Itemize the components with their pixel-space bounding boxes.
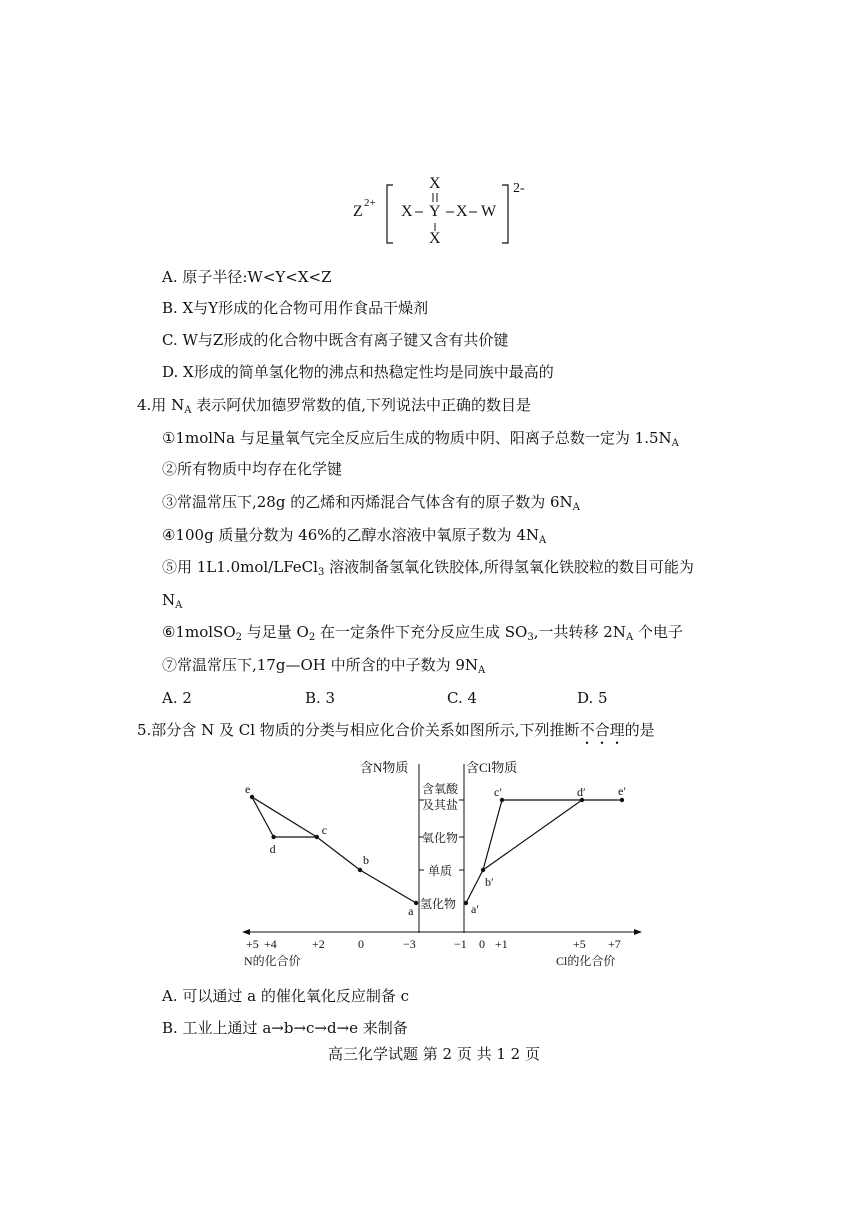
q3-option-c: C. W与Z形成的化合物中既含有离子键又含有共价键 xyxy=(162,331,509,349)
category-hydride: 氢化物 xyxy=(420,897,457,911)
cl-point-0 xyxy=(464,901,468,905)
axis-arrow-right xyxy=(634,929,642,935)
n-link-c-b xyxy=(317,837,360,870)
q4-statement-3: ③常温常压下,28g 的乙烯和丙烯混合气体含有的原子数为 $6N_A$ xyxy=(162,493,580,513)
q5-option-a: A. 可以通过 a 的催化氧化反应制备 c xyxy=(162,987,410,1005)
cl-series xyxy=(464,784,627,916)
cl-label-1: b′ xyxy=(485,875,494,889)
n-point-c xyxy=(315,835,319,839)
n-link-b-a xyxy=(360,870,416,903)
chart-right-title: 含Cl物质 xyxy=(466,760,518,775)
cl-link-1-3 xyxy=(483,800,582,870)
n-point-a xyxy=(414,901,418,905)
axis-arrow-left xyxy=(242,929,250,935)
category-acid-line1: 含氧酸 xyxy=(422,782,459,796)
cl-point-4 xyxy=(620,798,624,802)
cl-point-1 xyxy=(481,868,485,872)
cation-symbol: Z xyxy=(353,203,363,220)
cl-tick-plus7: +7 xyxy=(608,937,621,951)
n-axis-label: N的化合价 xyxy=(244,954,301,968)
q4-statement-7: ⑦常温常压下,17g—OH 中所含的中子数为 $9N_A$ xyxy=(162,656,486,676)
q4-option-c: C. 4 xyxy=(447,689,478,707)
chart-left-title: 含N物质 xyxy=(360,760,409,775)
q4-option-b: B. 3 xyxy=(305,689,336,707)
n-point-b xyxy=(358,868,362,872)
cl-axis-label: Cl的化合价 xyxy=(556,954,616,968)
cl-tick-plus5: +5 xyxy=(573,937,586,951)
q5-stem: 5.部分含 N 及 Cl 物质的分类与相应化合价关系如图所示,下列推断不合理的是 xyxy=(137,721,655,739)
atom-row-2: Y xyxy=(429,203,441,220)
category-acid-line2: 及其盐 xyxy=(422,798,459,812)
atom-row-3: X xyxy=(456,203,468,220)
n-link-e-c xyxy=(252,797,317,837)
q3-option-d: D. X形成的简单氢化物的沸点和热稳定性均是同族中最高的 xyxy=(162,363,554,381)
structural-formula xyxy=(345,175,535,250)
cl-link-1-2 xyxy=(483,800,502,870)
cl-tick-minus1: −1 xyxy=(454,937,467,951)
cation-charge: 2+ xyxy=(364,197,376,209)
q4-statement-5: ⑤用 1L1.0mol/LFeCl$_3$ 溶液制备氢氧化铁胶体,所得氢氧化铁胶粒的数目可能为 xyxy=(162,558,694,578)
q4-statement-5-cont: $N_A$ xyxy=(162,591,183,611)
n-point-e xyxy=(250,795,254,799)
cl-label-2: c′ xyxy=(494,785,502,799)
category-element: 单质 xyxy=(428,864,453,878)
category-oxide: 氧化物 xyxy=(422,831,459,845)
q4-option-a: A. 2 xyxy=(162,689,192,707)
q4-statement-6: ⑥1molSO$_2$ 与足量 $O_2$ 在一定条件下充分反应生成 $SO_3$,一共转移 $2N_A$ 个电子 xyxy=(162,623,683,643)
n-tick-zero: 0 xyxy=(358,937,364,951)
cl-label-4: e′ xyxy=(618,784,626,798)
q3-option-a: A. 原子半径:W<Y<X<Z xyxy=(162,268,332,286)
n-point-d xyxy=(271,835,275,839)
atom-row-4: W xyxy=(481,203,497,220)
q5-option-b: B. 工业上通过 a→b→c→d→e 来制备 xyxy=(162,1019,408,1037)
q3-option-b: B. X与Y形成的化合物可用作食品干燥剂 xyxy=(162,299,429,317)
n-label-d: d xyxy=(269,842,276,856)
n-tick-plus4: +4 xyxy=(264,937,277,951)
n-label-c: c xyxy=(321,823,328,837)
n-tick-plus2: +2 xyxy=(312,937,325,951)
q4-option-d: D. 5 xyxy=(577,689,608,707)
page-footer: 高三化学试题 第 2 页 共 1 2 页 xyxy=(327,1045,540,1063)
valence-chart xyxy=(240,758,650,973)
cl-tick-zero: 0 xyxy=(479,937,485,951)
atom-bottom: X xyxy=(429,230,441,247)
anion-charge: 2- xyxy=(513,181,525,196)
atom-top: X xyxy=(429,175,441,192)
cl-label-0: a′ xyxy=(471,902,479,916)
n-label-e: e xyxy=(245,782,251,796)
cl-link-0-1 xyxy=(466,870,483,903)
q4-statement-1: ①1molNa 与足量氧气完全反应后生成的物质中阴、阳离子总数一定为 $1.5N_A$ xyxy=(162,429,679,449)
n-series xyxy=(245,782,418,918)
q4-statement-4: ④100g 质量分数为 46%的乙醇水溶液中氧原子数为 $4N_A$ xyxy=(162,526,547,546)
n-label-b: b xyxy=(363,853,369,867)
n-label-a: a xyxy=(408,904,414,918)
q4-statement-2: ②所有物质中均存在化学键 xyxy=(162,460,343,478)
n-tick-plus5: +5 xyxy=(246,937,259,951)
n-tick-minus3: −3 xyxy=(403,937,416,951)
q4-stem: 4.用 $N_A$ 表示阿伏加德罗常数的值,下列说法中正确的数目是 xyxy=(137,396,531,416)
cl-tick-plus1: +1 xyxy=(495,937,508,951)
cl-label-3: d′ xyxy=(577,785,586,799)
atom-row-1: X xyxy=(401,203,413,220)
